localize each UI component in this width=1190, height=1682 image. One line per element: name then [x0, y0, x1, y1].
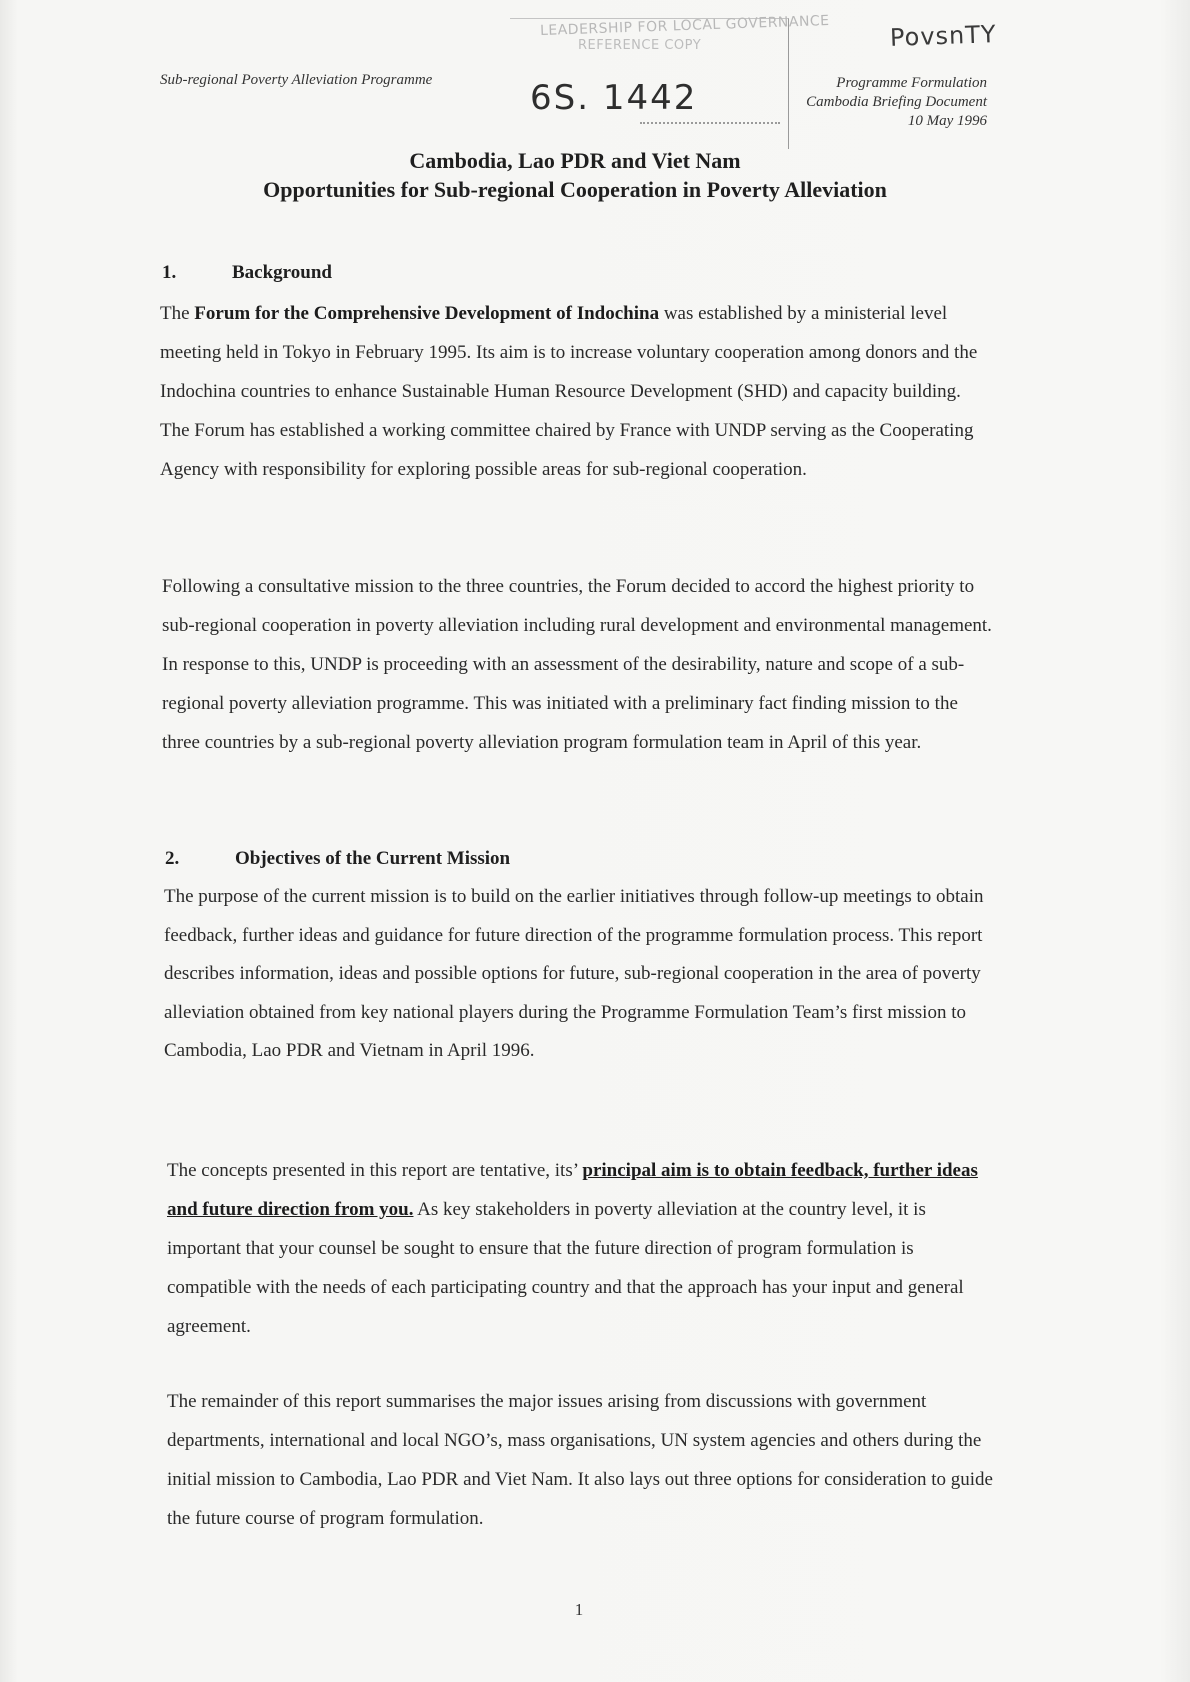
header-right-line: Programme Formulation — [836, 75, 987, 91]
page-number: 1 — [574, 1600, 584, 1619]
section-number: 2. — [165, 848, 180, 869]
title-line-1: Cambodia, Lao PDR and Viet Nam — [409, 148, 741, 173]
paragraph-text: was established by a ministerial level meeting held in Tokyo in February 1995. Its aim is to increase voluntary cooperation among donors and the Indochina countries to enhance Sustainable Human Resource Development (SHD) and capacity building. The Forum has established a working committee chaired by France with UNDP serving as the Cooperating Agency with responsibility for exploring possible areas for sub-regional cooperation. — [160, 303, 978, 480]
handwritten-note: PovsnTY — [889, 20, 998, 52]
section-heading-objectives — [165, 848, 510, 870]
stamp-handwritten-number: 6S. 1442 — [530, 78, 698, 118]
reference-stamp — [510, 12, 830, 154]
stamp-dotted-line — [640, 122, 780, 124]
stamp-organisation: LEADERSHIP FOR LOCAL GOVERNANCE — [539, 12, 830, 40]
header-document-info — [806, 74, 987, 131]
paragraph-text: The — [160, 303, 195, 324]
paragraph-purpose: The purpose of the current mission is to build on the earlier initiatives through follow-up meetings to obtain feedback, further ideas and guidance for future direction of the programme formulation process. This report describes information, ideas and possible options for future, sub-regional cooperation in the area of poverty alleviation obtained from key national players during the Programme Formulation Team’s first mission to Cambodia, Lao PDR and Vietnam in April 1996. — [164, 886, 984, 1061]
header-right-line: Cambodia Briefing Document — [806, 94, 987, 110]
stamp-reference-copy: REFERENCE COPY — [578, 38, 702, 53]
document-title — [0, 146, 1150, 204]
paragraph-consultative-mission: Following a consultative mission to the three countries, the Forum decided to accord the highest priority to sub-regional cooperation in poverty alleviation including rural development and environmental management. In response to this, UNDP is proceeding with an assessment of the desirability, nature and scope of a sub-regional poverty alleviation programme. This was initiated with a preliminary fact finding mission to the three countries by a sub-regional poverty alleviation program formulation team in April of this year. — [162, 576, 992, 753]
section-heading-background — [162, 262, 332, 284]
paragraph-concepts — [167, 1151, 997, 1346]
header-date: 10 May 1996 — [907, 113, 987, 129]
paragraph-remainder: The remainder of this report summarises the major issues arising from discussions with government departments, international and local NGO’s, mass organisations, UN system agencies and others during the initial mission to Cambodia, Lao PDR and Viet Nam. It also lays out three options for consideration to guide the future course of program formulation. — [167, 1391, 993, 1529]
paragraph-text: The concepts presented in this report are tentative, its’ — [167, 1160, 583, 1181]
paragraph-forum — [160, 294, 990, 489]
title-line-2: Opportunities for Sub-regional Cooperation in Poverty Alleviation — [263, 177, 887, 202]
section-title: Background — [232, 262, 332, 283]
section-title: Objectives of the Current Mission — [235, 848, 511, 869]
forum-name-bold: Forum for the Comprehensive Development of Indochina — [194, 303, 660, 324]
section-number: 1. — [162, 262, 177, 283]
paragraph-text: As key stakeholders in poverty alleviation at the country level, it is important that your counsel be sought to ensure that the future direction of program formulation is compatible with the needs of each participating country and that the approach has your input and general agreement. — [167, 1199, 964, 1337]
header-programme-name: Sub-regional Poverty Alleviation Programme — [160, 72, 433, 88]
principal-aim-emphasis: principal aim is to obtain feedback, further ideas and future direction from you. — [167, 1160, 978, 1220]
